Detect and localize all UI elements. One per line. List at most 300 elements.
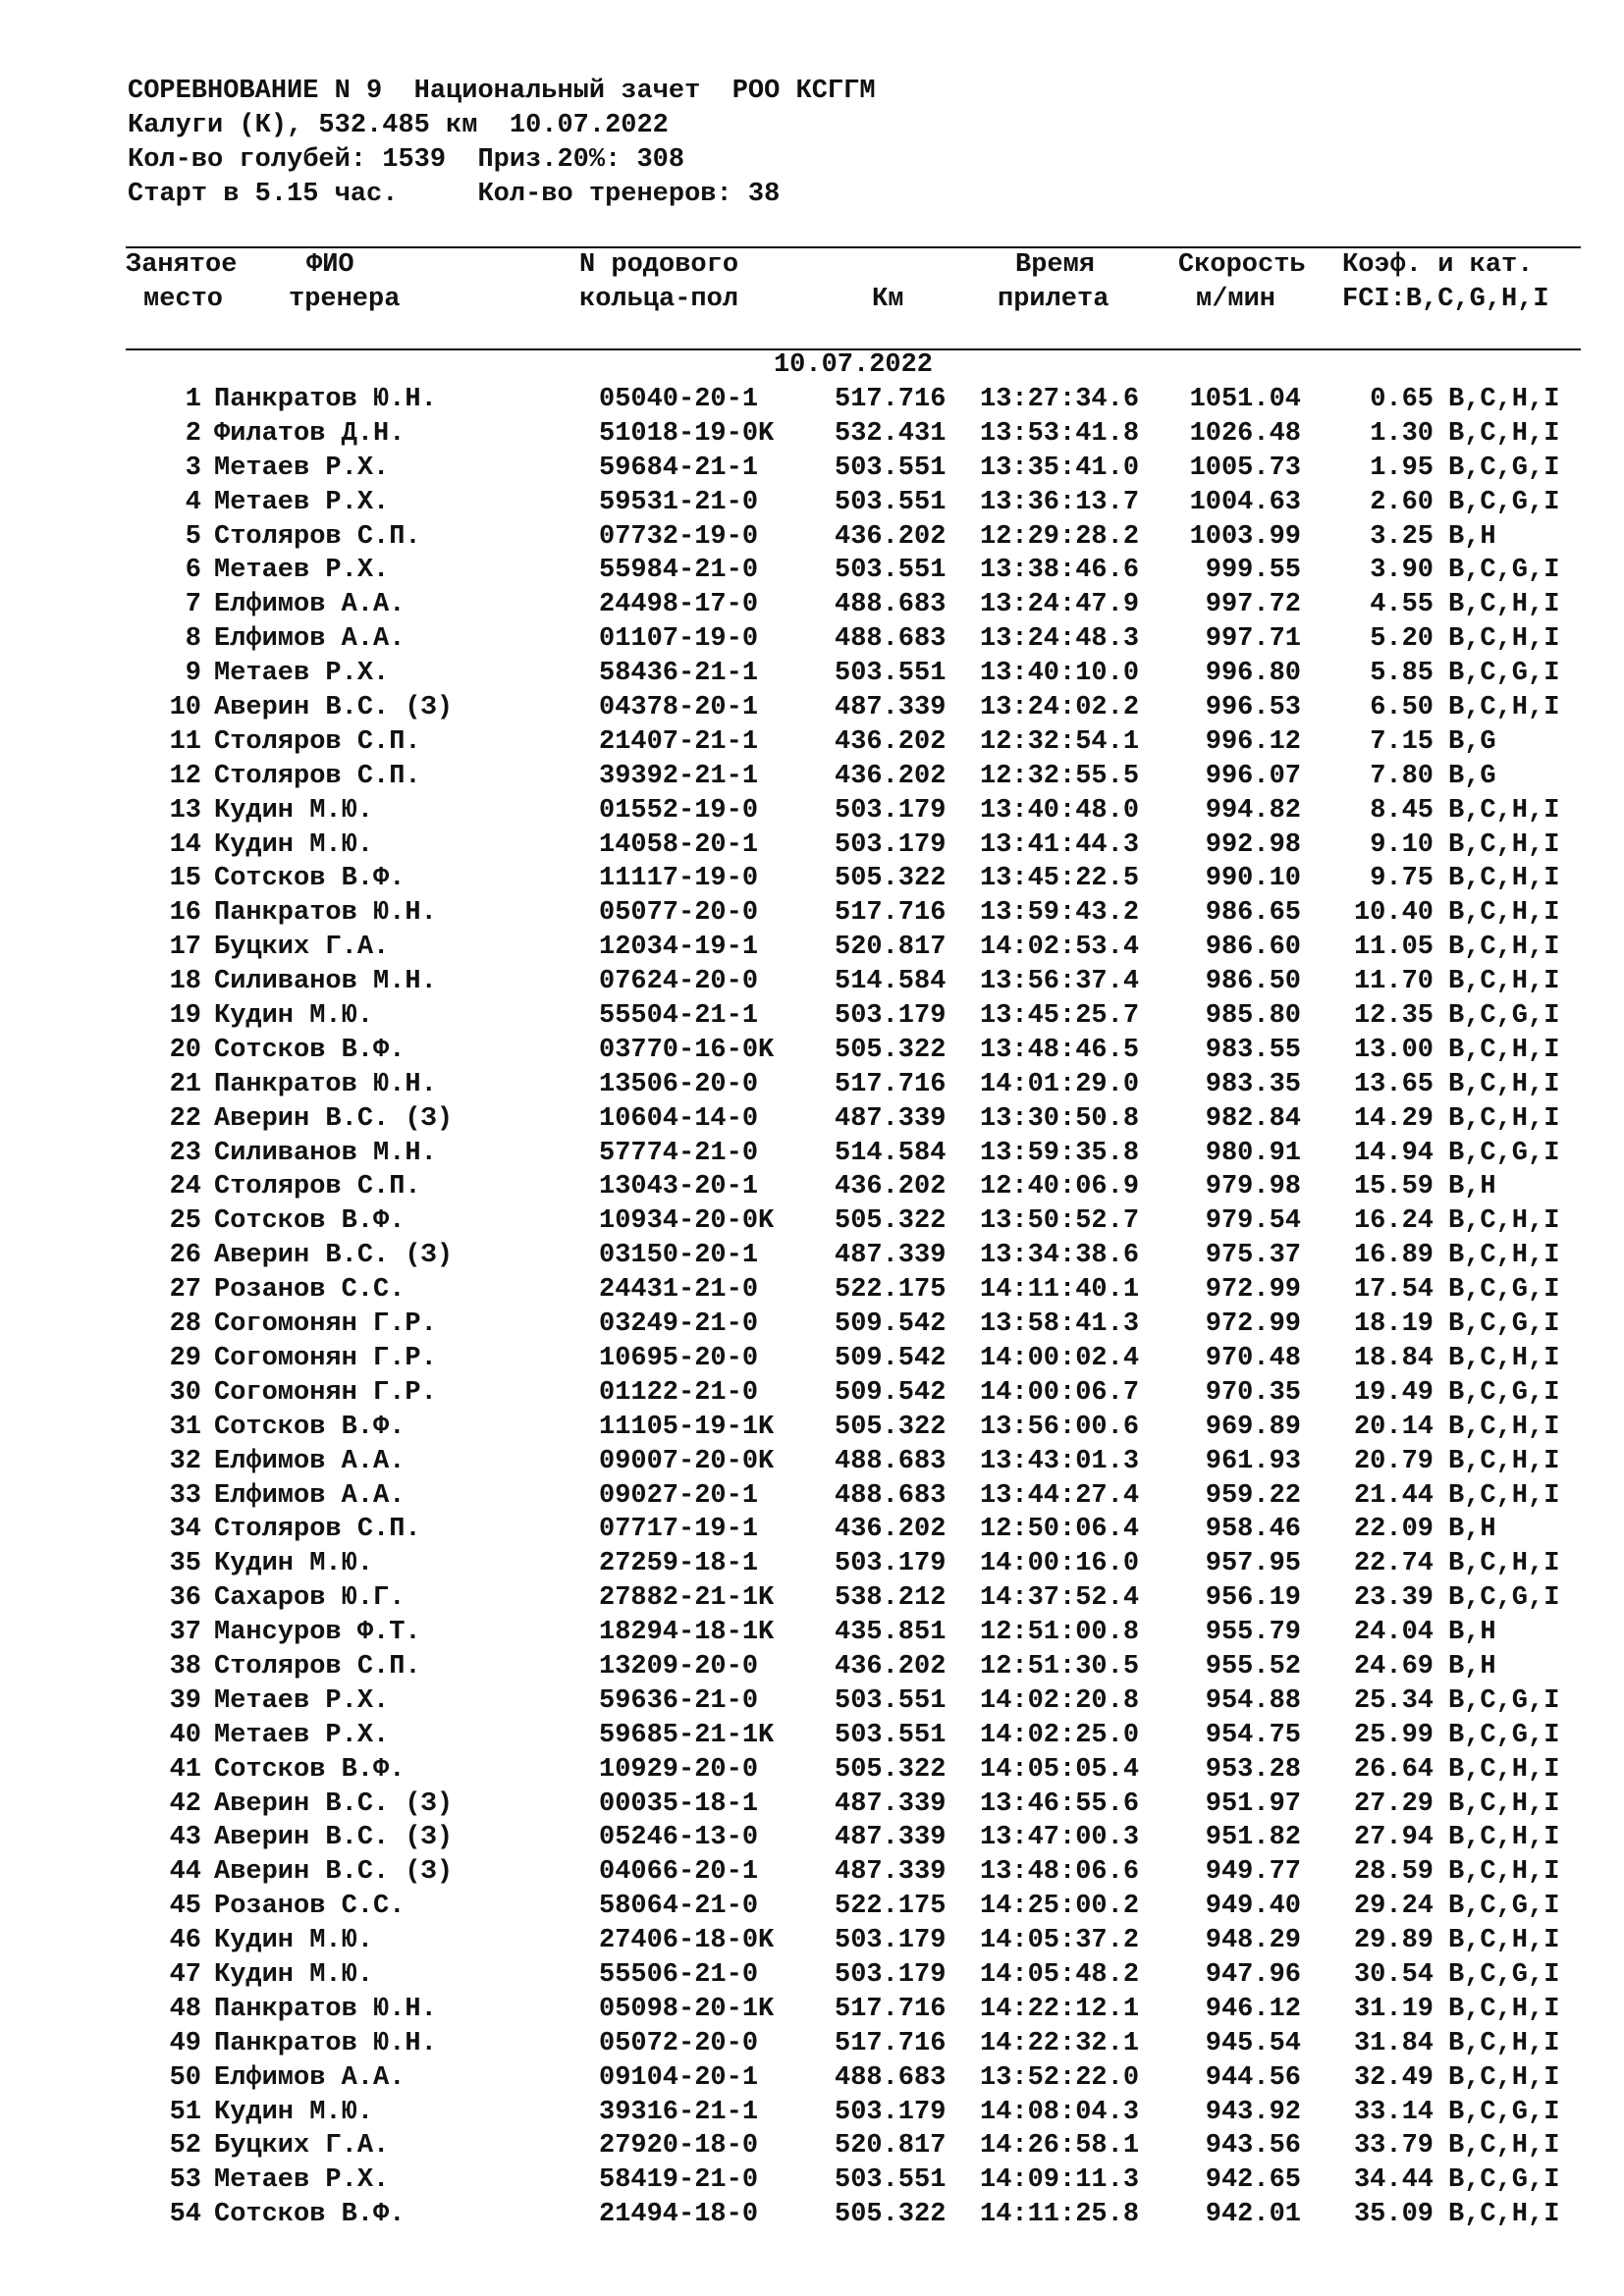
distance-km: 520.817 [835, 2131, 947, 2162]
place: 40 [169, 1720, 201, 1750]
coefficient: 4.55 [1370, 590, 1434, 620]
date-separator: 10.07.2022 [773, 350, 934, 380]
place: 11 [169, 726, 201, 757]
table-row [0, 588, 1624, 622]
col-time-line2: прилета [998, 285, 1110, 314]
distance-km: 503.551 [835, 556, 947, 586]
distance-km: 488.683 [835, 2062, 947, 2093]
speed: 969.89 [1205, 1412, 1301, 1442]
table-row [0, 1547, 1624, 1581]
speed: 956.19 [1205, 1583, 1301, 1614]
arrival-time: 14:22:12.1 [980, 1994, 1140, 2024]
distance-km: 488.683 [835, 590, 947, 620]
speed: 943.56 [1205, 2131, 1301, 2162]
table-row [0, 2061, 1624, 2096]
speed: 982.84 [1205, 1103, 1301, 1134]
trainer-name: Елфимов А.А. [214, 590, 406, 620]
arrival-time: 14:11:25.8 [980, 2200, 1140, 2230]
place: 25 [169, 1206, 201, 1237]
speed: 951.82 [1205, 1823, 1301, 1853]
distance-km: 488.683 [835, 1480, 947, 1511]
speed: 996.53 [1205, 693, 1301, 723]
coefficient: 11.05 [1353, 933, 1434, 963]
coefficient: 35.09 [1353, 2200, 1434, 2230]
ring-number: 21407-21-1 [599, 726, 759, 757]
table-row [0, 1684, 1624, 1719]
speed: 954.75 [1205, 1720, 1301, 1750]
fci-categories: B,C,G,I [1448, 1275, 1560, 1306]
ring-number: 55504-21-1 [599, 1001, 759, 1032]
fci-categories: B,H [1448, 1651, 1496, 1682]
coefficient: 13.65 [1353, 1069, 1434, 1099]
trainer-name: Аверин В.С. (З) [214, 693, 454, 723]
trainer-name: Сотсков В.Ф. [214, 1412, 406, 1442]
distance-km: 505.322 [835, 1035, 947, 1065]
trainer-name: Кудин М.Ю. [214, 829, 374, 860]
table-row [0, 1170, 1624, 1204]
fci-categories: B,C,H,I [1448, 1446, 1560, 1476]
trainer-name: Силиванов М.Н. [214, 1138, 437, 1168]
speed: 959.22 [1205, 1480, 1301, 1511]
fci-categories: B,C,H,I [1448, 1789, 1560, 1819]
place: 16 [169, 898, 201, 929]
ring-number: 21494-18-0 [599, 2200, 759, 2230]
speed: 983.35 [1205, 1069, 1301, 1099]
fci-categories: B,C,H,I [1448, 1035, 1560, 1065]
arrival-time: 14:02:25.0 [980, 1720, 1140, 1750]
place: 5 [185, 521, 201, 552]
place: 23 [169, 1138, 201, 1168]
ring-number: 05098-20-1K [599, 1994, 775, 2024]
fci-categories: B,C,H,I [1448, 418, 1560, 449]
table-row [0, 1924, 1624, 1958]
ring-number: 12034-19-1 [599, 933, 759, 963]
place: 32 [169, 1446, 201, 1476]
table-row [0, 896, 1624, 931]
arrival-time: 13:30:50.8 [980, 1103, 1140, 1134]
arrival-time: 13:47:00.3 [980, 1823, 1140, 1853]
coefficient: 16.89 [1353, 1241, 1434, 1271]
table-row [0, 1137, 1624, 1171]
place: 22 [169, 1103, 201, 1134]
table-row [0, 1068, 1624, 1102]
arrival-time: 14:05:05.4 [980, 1754, 1140, 1785]
coefficient: 1.95 [1370, 453, 1434, 483]
coefficient: 3.90 [1370, 556, 1434, 586]
distance-km: 503.179 [835, 1926, 947, 1956]
fci-categories: B,C,H,I [1448, 1926, 1560, 1956]
fci-categories: B,C,G,I [1448, 1377, 1560, 1408]
distance-km: 487.339 [835, 1241, 947, 1271]
trainer-name: Метаев Р.Х. [214, 1685, 390, 1716]
fci-categories: B,H [1448, 1515, 1496, 1545]
fci-categories: B,C,H,I [1448, 2062, 1560, 2093]
speed: 958.46 [1205, 1515, 1301, 1545]
trainer-name: Елфимов А.А. [214, 2062, 406, 2093]
coefficient: 14.29 [1353, 1103, 1434, 1134]
distance-km: 487.339 [835, 1103, 947, 1134]
arrival-time: 13:48:06.6 [980, 1857, 1140, 1888]
coefficient: 3.25 [1370, 521, 1434, 552]
distance-km: 517.716 [835, 898, 947, 929]
place: 47 [169, 1959, 201, 1990]
trainer-name: Силиванов М.Н. [214, 967, 437, 997]
trainer-name: Панкратов Ю.Н. [214, 1069, 437, 1099]
fci-categories: B,C,H,I [1448, 693, 1560, 723]
table-row [0, 1650, 1624, 1684]
coefficient: 16.24 [1353, 1206, 1434, 1237]
trainer-name: Столяров С.П. [214, 1172, 421, 1202]
table-row [0, 828, 1624, 863]
place: 44 [169, 1857, 201, 1888]
trainer-name: Буцких Г.А. [214, 2131, 390, 2162]
speed: 961.93 [1205, 1446, 1301, 1476]
place: 19 [169, 1001, 201, 1032]
speed: 970.35 [1205, 1377, 1301, 1408]
fci-categories: B,C,H,I [1448, 795, 1560, 826]
trainer-name: Панкратов Ю.Н. [214, 1994, 437, 2024]
distance-km: 487.339 [835, 1857, 947, 1888]
table-row [0, 2129, 1624, 2163]
speed: 1051.04 [1189, 385, 1301, 414]
arrival-time: 13:27:34.6 [980, 385, 1140, 414]
table-row [0, 1342, 1624, 1376]
arrival-time: 13:24:47.9 [980, 590, 1140, 620]
coefficient: 28.59 [1353, 1857, 1434, 1888]
fci-categories: B,H [1448, 521, 1496, 552]
fci-categories: B,C,H,I [1448, 1823, 1560, 1853]
distance-km: 517.716 [835, 2028, 947, 2058]
distance-km: 505.322 [835, 2200, 947, 2230]
arrival-time: 12:29:28.2 [980, 521, 1140, 552]
ring-number: 58419-21-0 [599, 2165, 759, 2196]
trainer-name: Аверин В.С. (З) [214, 1103, 454, 1134]
coefficient: 19.49 [1353, 1377, 1434, 1408]
coefficient: 31.84 [1353, 2028, 1434, 2058]
distance-km: 488.683 [835, 624, 947, 655]
fci-categories: B,G [1448, 726, 1496, 757]
table-row [0, 1445, 1624, 1479]
fci-categories: B,C,G,I [1448, 1685, 1560, 1716]
fci-categories: B,C,G,I [1448, 1309, 1560, 1340]
trainer-name: Аверин В.С. (З) [214, 1823, 454, 1853]
ring-number: 59531-21-0 [599, 487, 759, 517]
table-row [0, 1034, 1624, 1068]
coefficient: 14.94 [1353, 1138, 1434, 1168]
place: 53 [169, 2165, 201, 2196]
header-line-4: Старт в 5.15 час. Кол-во тренеров: 38 [128, 180, 781, 209]
speed: 972.99 [1205, 1275, 1301, 1306]
ring-number: 59636-21-0 [599, 1685, 759, 1716]
speed: 945.54 [1205, 2028, 1301, 2058]
place: 34 [169, 1515, 201, 1545]
arrival-time: 13:34:38.6 [980, 1241, 1140, 1271]
coefficient: 5.85 [1370, 659, 1434, 689]
speed: 943.92 [1205, 2097, 1301, 2127]
fci-categories: B,C,H,I [1448, 1754, 1560, 1785]
distance-km: 436.202 [835, 521, 947, 552]
trainer-name: Метаев Р.Х. [214, 659, 390, 689]
ring-number: 03150-20-1 [599, 1241, 759, 1271]
trainer-name: Буцких Г.А. [214, 933, 390, 963]
distance-km: 435.851 [835, 1618, 947, 1648]
place: 20 [169, 1035, 201, 1065]
col-time-line1: Время [1015, 250, 1096, 280]
distance-km: 522.175 [835, 1892, 947, 1922]
place: 35 [169, 1549, 201, 1579]
speed: 949.77 [1205, 1857, 1301, 1888]
coefficient: 31.19 [1353, 1994, 1434, 2024]
speed: 949.40 [1205, 1892, 1301, 1922]
trainer-name: Сотсков В.Ф. [214, 1754, 406, 1785]
table-row [0, 1102, 1624, 1137]
ring-number: 57774-21-0 [599, 1138, 759, 1168]
coefficient: 5.20 [1370, 624, 1434, 655]
ring-number: 13043-20-1 [599, 1172, 759, 1202]
ring-number: 07732-19-0 [599, 521, 759, 552]
trainer-name: Кудин М.Ю. [214, 1926, 374, 1956]
arrival-time: 13:44:27.4 [980, 1480, 1140, 1511]
table-row [0, 1788, 1624, 1822]
place: 28 [169, 1309, 201, 1340]
speed: 979.98 [1205, 1172, 1301, 1202]
table-row [0, 999, 1624, 1034]
trainer-name: Розанов С.С. [214, 1892, 406, 1922]
table-row [0, 1719, 1624, 1753]
table-row [0, 1821, 1624, 1855]
arrival-time: 14:00:16.0 [980, 1549, 1140, 1579]
ring-number: 13506-20-0 [599, 1069, 759, 1099]
ring-number: 18294-18-1K [599, 1618, 775, 1648]
place: 24 [169, 1172, 201, 1202]
table-row [0, 2163, 1624, 2198]
trainer-name: Столяров С.П. [214, 1651, 421, 1682]
col-name-line2: тренера [289, 285, 401, 314]
fci-categories: B,C,H,I [1448, 1343, 1560, 1373]
ring-number: 03249-21-0 [599, 1309, 759, 1340]
speed: 1026.48 [1189, 418, 1301, 449]
trainer-name: Согомонян Г.Р. [214, 1377, 437, 1408]
place: 26 [169, 1241, 201, 1271]
speed: 986.65 [1205, 898, 1301, 929]
trainer-name: Елфимов А.А. [214, 1446, 406, 1476]
fci-categories: B,C,H,I [1448, 1994, 1560, 2024]
distance-km: 505.322 [835, 864, 947, 894]
speed: 994.82 [1205, 795, 1301, 826]
table-row [0, 760, 1624, 794]
distance-km: 509.542 [835, 1377, 947, 1408]
speed: 1005.73 [1189, 453, 1301, 483]
speed: 944.56 [1205, 2062, 1301, 2093]
ring-number: 59684-21-1 [599, 453, 759, 483]
distance-km: 503.551 [835, 453, 947, 483]
coefficient: 29.24 [1353, 1892, 1434, 1922]
coefficient: 9.75 [1370, 864, 1434, 894]
trainer-name: Метаев Р.Х. [214, 556, 390, 586]
distance-km: 503.179 [835, 1549, 947, 1579]
trainer-name: Столяров С.П. [214, 521, 421, 552]
speed: 997.71 [1205, 624, 1301, 655]
fci-categories: B,C,H,I [1448, 1103, 1560, 1134]
fci-categories: B,C,H,I [1448, 2028, 1560, 2058]
ring-number: 05072-20-0 [599, 2028, 759, 2058]
col-ring-line2: кольца-пол [579, 285, 739, 314]
distance-km: 517.716 [835, 1994, 947, 2024]
table-row [0, 622, 1624, 657]
speed: 997.72 [1205, 590, 1301, 620]
coefficient: 17.54 [1353, 1275, 1434, 1306]
distance-km: 505.322 [835, 1206, 947, 1237]
speed: 947.96 [1205, 1959, 1301, 1990]
table-row [0, 554, 1624, 588]
table-row [0, 1273, 1624, 1308]
arrival-time: 13:48:46.5 [980, 1035, 1140, 1065]
coefficient: 10.40 [1353, 898, 1434, 929]
trainer-name: Метаев Р.Х. [214, 487, 390, 517]
table-row [0, 1993, 1624, 2027]
fci-categories: B,C,G,I [1448, 1892, 1560, 1922]
coefficient: 13.00 [1353, 1035, 1434, 1065]
place: 38 [169, 1651, 201, 1682]
trainer-name: Мансуров Ф.Т. [214, 1618, 421, 1648]
coefficient: 20.79 [1353, 1446, 1434, 1476]
speed: 980.91 [1205, 1138, 1301, 1168]
trainer-name: Столяров С.П. [214, 1515, 421, 1545]
table-row [0, 862, 1624, 896]
fci-categories: B,C,H,I [1448, 1857, 1560, 1888]
arrival-time: 13:59:43.2 [980, 898, 1140, 929]
ring-number: 58436-21-1 [599, 659, 759, 689]
fci-categories: B,C,H,I [1448, 1206, 1560, 1237]
arrival-time: 14:00:06.7 [980, 1377, 1140, 1408]
ring-number: 11105-19-1K [599, 1412, 775, 1442]
coefficient: 32.49 [1353, 2062, 1434, 2093]
place: 29 [169, 1343, 201, 1373]
speed: 975.37 [1205, 1241, 1301, 1271]
place: 2 [185, 418, 201, 449]
fci-categories: B,C,G,I [1448, 1720, 1560, 1750]
table-row [0, 1753, 1624, 1788]
distance-km: 517.716 [835, 385, 947, 414]
coefficient: 26.64 [1353, 1754, 1434, 1785]
coefficient: 12.35 [1353, 1001, 1434, 1032]
trainer-name: Аверин В.С. (З) [214, 1241, 454, 1271]
trainer-name: Столяров С.П. [214, 726, 421, 757]
distance-km: 503.179 [835, 2097, 947, 2127]
arrival-time: 13:38:46.6 [980, 556, 1140, 586]
col-speed-line2: м/мин [1196, 285, 1276, 314]
table-row [0, 1376, 1624, 1411]
fci-categories: B,C,G,I [1448, 487, 1560, 517]
fci-categories: B,C,H,I [1448, 624, 1560, 655]
place: 54 [169, 2200, 201, 2230]
distance-km: 487.339 [835, 693, 947, 723]
arrival-time: 12:51:30.5 [980, 1651, 1140, 1682]
distance-km: 509.542 [835, 1309, 947, 1340]
trainer-name: Сотсков В.Ф. [214, 1206, 406, 1237]
distance-km: 503.551 [835, 487, 947, 517]
place: 15 [169, 864, 201, 894]
arrival-time: 13:40:10.0 [980, 659, 1140, 689]
ring-number: 27406-18-0K [599, 1926, 775, 1956]
speed: 990.10 [1205, 864, 1301, 894]
speed: 1003.99 [1189, 521, 1301, 552]
arrival-time: 14:02:53.4 [980, 933, 1140, 963]
ring-number: 07717-19-1 [599, 1515, 759, 1545]
arrival-time: 14:01:29.0 [980, 1069, 1140, 1099]
place: 27 [169, 1275, 201, 1306]
header-line-1: СОРЕВНОВАНИЕ N 9 Национальный зачет РОО КСГГМ [128, 77, 876, 106]
arrival-time: 13:45:22.5 [980, 864, 1140, 894]
coefficient: 15.59 [1353, 1172, 1434, 1202]
distance-km: 436.202 [835, 726, 947, 757]
place: 37 [169, 1618, 201, 1648]
place: 4 [185, 487, 201, 517]
trainer-name: Сотсков В.Ф. [214, 864, 406, 894]
arrival-time: 12:32:55.5 [980, 761, 1140, 791]
speed: 957.95 [1205, 1549, 1301, 1579]
arrival-time: 13:24:48.3 [980, 624, 1140, 655]
fci-categories: B,C,H,I [1448, 864, 1560, 894]
table-row [0, 486, 1624, 520]
fci-categories: B,C,G,I [1448, 1001, 1560, 1032]
trainer-name: Панкратов Ю.Н. [214, 2028, 437, 2058]
col-place-line2: место [143, 285, 224, 314]
place: 48 [169, 1994, 201, 2024]
coefficient: 18.19 [1353, 1309, 1434, 1340]
place: 45 [169, 1892, 201, 1922]
fci-categories: B,C,H,I [1448, 933, 1560, 963]
fci-categories: B,C,G,I [1448, 1138, 1560, 1168]
table-row [0, 520, 1624, 555]
place: 21 [169, 1069, 201, 1099]
place: 39 [169, 1685, 201, 1716]
fci-categories: B,C,H,I [1448, 2200, 1560, 2230]
ring-number: 51018-19-0K [599, 418, 775, 449]
arrival-time: 13:36:13.7 [980, 487, 1140, 517]
speed: 1004.63 [1189, 487, 1301, 517]
place: 18 [169, 967, 201, 997]
place: 12 [169, 761, 201, 791]
arrival-time: 14:05:48.2 [980, 1959, 1140, 1990]
place: 51 [169, 2097, 201, 2127]
arrival-time: 13:56:00.6 [980, 1412, 1140, 1442]
table-row [0, 2027, 1624, 2061]
place: 31 [169, 1412, 201, 1442]
speed: 942.65 [1205, 2165, 1301, 2196]
table-row [0, 794, 1624, 828]
arrival-time: 14:08:04.3 [980, 2097, 1140, 2127]
speed: 983.55 [1205, 1035, 1301, 1065]
table-row [0, 965, 1624, 999]
fci-categories: B,C,H,I [1448, 967, 1560, 997]
ring-number: 27920-18-0 [599, 2131, 759, 2162]
ring-number: 55506-21-0 [599, 1959, 759, 1990]
trainer-name: Сотсков В.Ф. [214, 2200, 406, 2230]
arrival-time: 14:05:37.2 [980, 1926, 1140, 1956]
trainer-name: Панкратов Ю.Н. [214, 898, 437, 929]
header-line-2: Калуги (К), 532.485 км 10.07.2022 [128, 111, 669, 140]
ring-number: 01552-19-0 [599, 795, 759, 826]
arrival-time: 14:02:20.8 [980, 1685, 1140, 1716]
speed: 996.12 [1205, 726, 1301, 757]
header-line-3: Кол-во голубей: 1539 Приз.20%: 308 [128, 145, 685, 175]
trainer-name: Филатов Д.Н. [214, 418, 406, 449]
place: 41 [169, 1754, 201, 1785]
table-row [0, 2096, 1624, 2130]
distance-km: 488.683 [835, 1446, 947, 1476]
coefficient: 7.80 [1370, 761, 1434, 791]
